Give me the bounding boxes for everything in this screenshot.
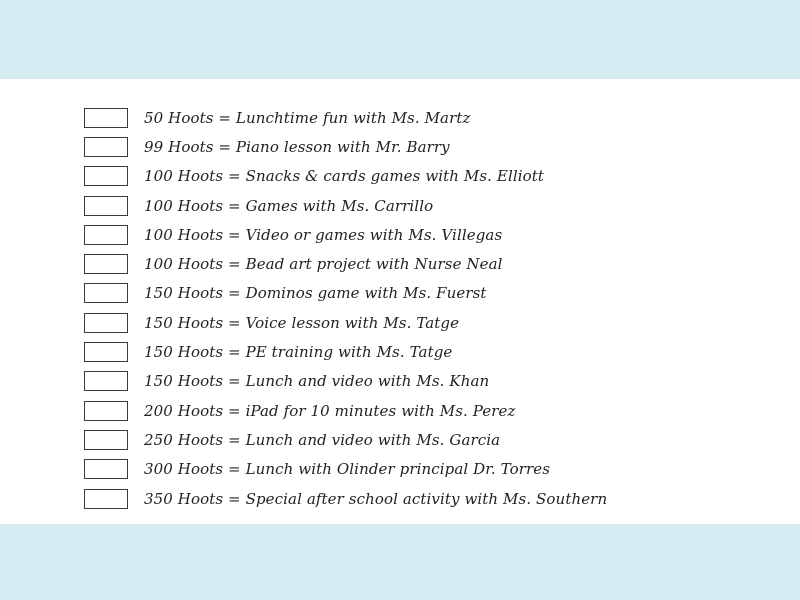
reward-checklist — [84, 103, 607, 513]
list-item — [84, 308, 607, 337]
reward-label: 350 Hoots = Special after school activity with Ms. Southern — [144, 489, 608, 508]
reward-sheet — [0, 79, 800, 524]
checkbox[interactable] — [84, 371, 128, 391]
reward-label: 250 Hoots = Lunch and video with Ms. Garcia — [144, 430, 501, 449]
list-item — [84, 249, 607, 278]
checkbox[interactable] — [84, 459, 128, 479]
reward-label: 100 Hoots = Video or games with Ms. Villegas — [144, 225, 503, 244]
reward-label: 150 Hoots = Dominos game with Ms. Fuerst — [144, 284, 487, 303]
reward-label: 150 Hoots = Voice lesson with Ms. Tatge — [144, 313, 460, 332]
list-item — [84, 367, 607, 396]
list-item — [84, 162, 607, 191]
reward-label: 100 Hoots = Snacks & cards games with Ms. Elliott — [144, 167, 545, 186]
list-item — [84, 425, 607, 454]
list-item — [84, 337, 607, 366]
checkbox[interactable] — [84, 283, 128, 303]
reward-label: 100 Hoots = Games with Ms. Carrillo — [144, 196, 434, 215]
checkbox[interactable] — [84, 489, 128, 509]
checkbox[interactable] — [84, 196, 128, 216]
checkbox[interactable] — [84, 430, 128, 450]
bottom-band — [0, 524, 800, 600]
reward-label: 300 Hoots = Lunch with Olinder principal Dr. Torres — [144, 460, 551, 479]
list-item — [84, 220, 607, 249]
checkbox[interactable] — [84, 313, 128, 333]
reward-label: 200 Hoots = iPad for 10 minutes with Ms. Perez — [144, 401, 516, 420]
list-item — [84, 455, 607, 484]
reward-label: 100 Hoots = Bead art project with Nurse Neal — [144, 255, 503, 274]
reward-label: 150 Hoots = PE training with Ms. Tatge — [144, 343, 453, 362]
list-item — [84, 191, 607, 220]
reward-label: 150 Hoots = Lunch and video with Ms. Khan — [144, 372, 490, 391]
checkbox[interactable] — [84, 108, 128, 128]
list-item — [84, 132, 607, 161]
checkbox[interactable] — [84, 225, 128, 245]
checkbox[interactable] — [84, 342, 128, 362]
checkbox[interactable] — [84, 137, 128, 157]
checkbox[interactable] — [84, 401, 128, 421]
list-item — [84, 279, 607, 308]
reward-label: 99 Hoots = Piano lesson with Mr. Barry — [144, 137, 450, 156]
list-item — [84, 484, 607, 513]
list-item — [84, 103, 607, 132]
checkbox[interactable] — [84, 166, 128, 186]
checkbox[interactable] — [84, 254, 128, 274]
list-item — [84, 396, 607, 425]
reward-label: 50 Hoots = Lunchtime fun with Ms. Martz — [144, 108, 471, 127]
